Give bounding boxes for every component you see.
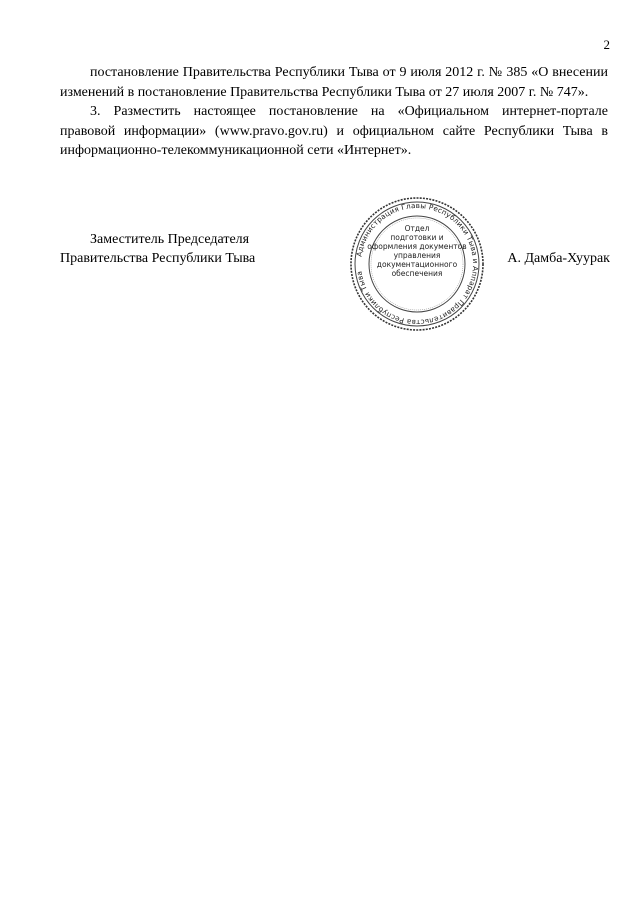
document-body [60,63,608,161]
signature-title-line1: Заместитель Председателя [90,232,250,247]
signature-title-line2: Правительства Республики Тыва [60,250,256,266]
official-stamp [349,196,485,332]
stamp-line: управления [393,251,441,260]
signer-name: А. Дамба-Хуурак [507,251,610,266]
paragraph-continuation: постановление Правительства Республики Тыва от 9 июля 2012 г. № 385 «О внесении изменений в постановление Правительства Республики Тыва от 27 июля 2007 г. № 747». [60,65,608,100]
stamp-line: обеспечения [391,269,443,278]
stamp-line: документационного [376,260,458,269]
signature-title [60,231,255,268]
stamp-center-text [349,224,485,278]
stamp-line: подготовки и [390,233,444,242]
page-number: 2 [603,37,610,52]
stamp-line: Отдел [404,224,430,233]
stamp-ring-text: Администрация Главы Республики Тыва и Аппарат Правительства Республики Тыва [354,200,481,328]
paragraph-item-3: 3. Разместить настоящее постановление на «Официальном интернет-портале правовой информации» (www.pravo.gov.ru) и официальном сайте Республики Тыва в информационно-телекоммуникационной сети «Интернет». [60,104,608,158]
stamp-line: оформления документов [367,242,467,251]
